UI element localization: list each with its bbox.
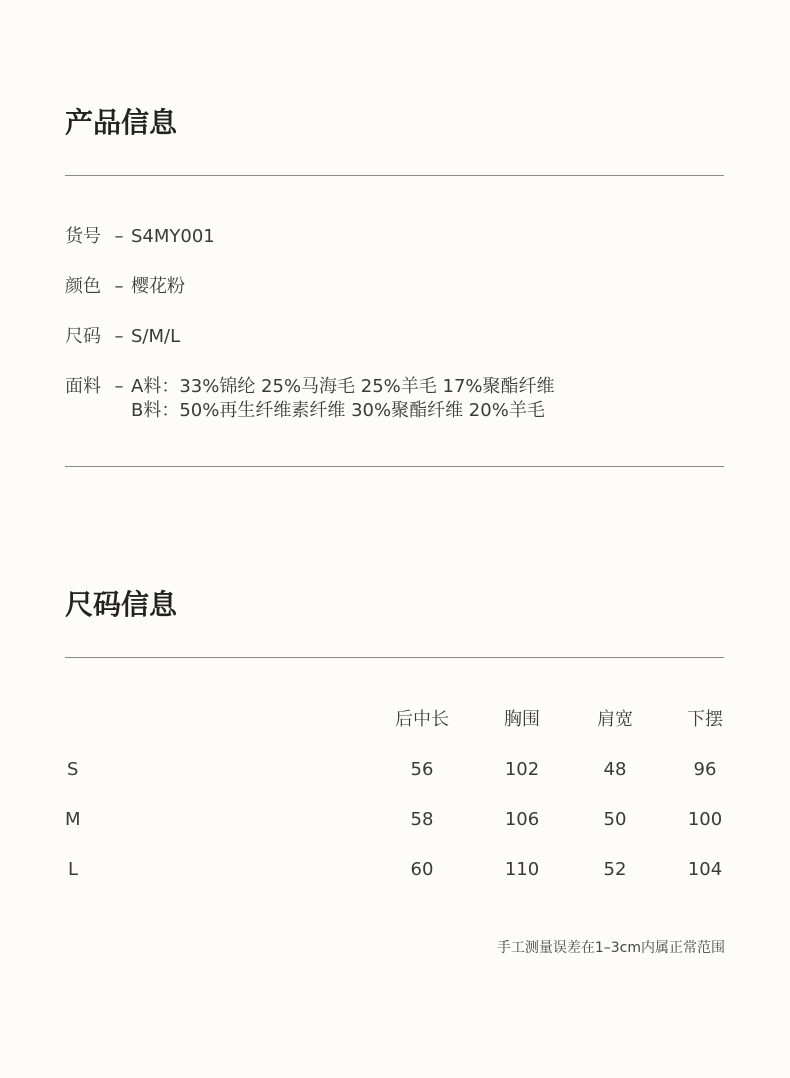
table-cell: 100 (687, 809, 723, 830)
info-value: S4MY001 (131, 226, 215, 247)
size-label: M (65, 809, 81, 830)
info-separator: – (114, 276, 124, 297)
info-separator: – (114, 226, 124, 247)
info-label: 尺码 (65, 326, 101, 347)
size-label: S (67, 759, 79, 780)
table-cell: 58 (410, 809, 434, 830)
info-label: 货号 (65, 226, 101, 247)
info-value: B料：50%再生纤维素纤维 30%聚酯纤维 20%羊毛 (131, 400, 545, 421)
info-label: 面料 (65, 376, 101, 397)
table-cell: 50 (603, 809, 627, 830)
table-cell: 102 (504, 759, 540, 780)
info-value: S/M/L (131, 326, 181, 347)
table-cell: 104 (687, 859, 723, 880)
table-cell: 96 (693, 759, 717, 780)
divider (65, 657, 724, 658)
info-separator: – (114, 326, 124, 347)
measurement-note: 手工测量误差在1–3cm内属正常范围 (496, 940, 725, 956)
column-header: 后中长 (395, 709, 449, 730)
table-cell: 48 (603, 759, 627, 780)
info-row-color (65, 275, 185, 299)
info-separator: – (114, 376, 124, 397)
size-info-title: 尺码信息 (65, 588, 178, 621)
size-label: L (68, 859, 79, 880)
info-row-size (65, 325, 180, 349)
info-value: A料：33%锦纶 25%马海毛 25%羊毛 17%聚酯纤维 (131, 376, 555, 397)
divider (65, 466, 724, 467)
product-info-title: 产品信息 (65, 106, 178, 139)
column-header: 胸围 (504, 709, 540, 730)
table-cell: 60 (410, 859, 434, 880)
info-row-fabric (65, 375, 555, 423)
table-cell: 110 (504, 859, 540, 880)
column-header: 下摆 (687, 709, 723, 730)
info-value: 樱花粉 (131, 276, 185, 297)
info-row-item-number (65, 225, 215, 249)
table-cell: 56 (410, 759, 434, 780)
divider (65, 175, 724, 176)
table-cell: 52 (603, 859, 627, 880)
info-label: 颜色 (65, 276, 101, 297)
table-cell: 106 (504, 809, 540, 830)
column-header: 肩宽 (597, 709, 633, 730)
